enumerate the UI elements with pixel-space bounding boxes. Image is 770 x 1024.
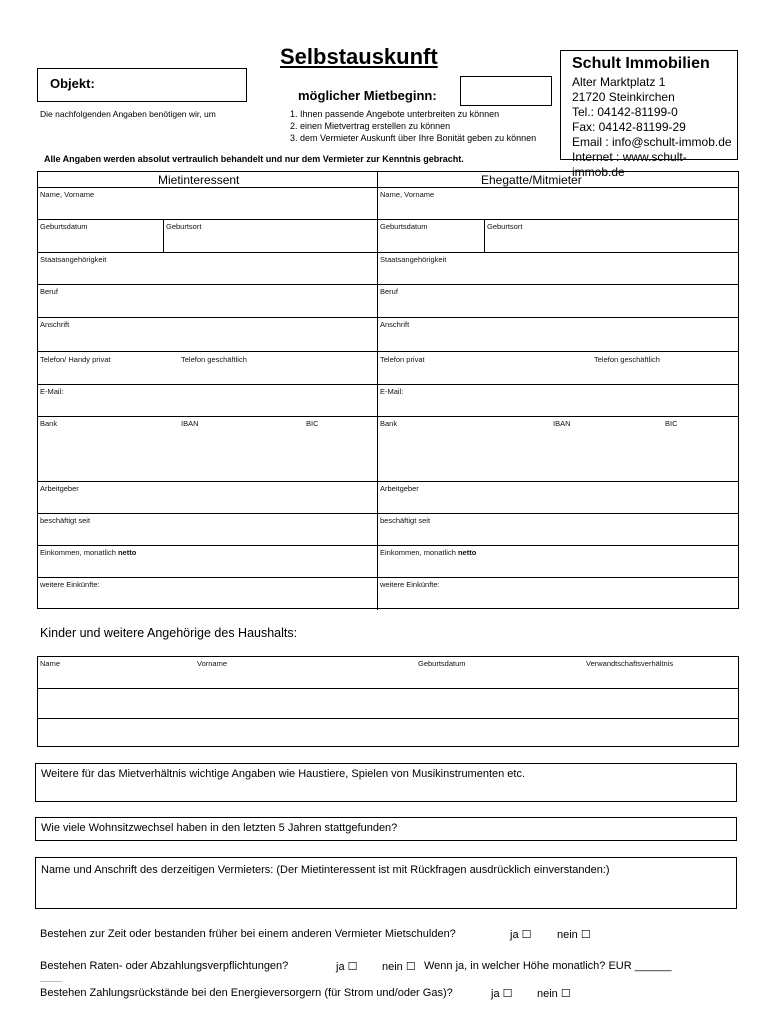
- label-geburtsort: Geburtsort: [166, 222, 202, 231]
- company-street: Alter Marktplatz 1: [572, 75, 666, 89]
- question-energie: Bestehen Zahlungsrückstände bei den Energieversorgern (für Strom und/oder Gas)?: [40, 987, 453, 999]
- mietschulden-nein-checkbox[interactable]: nein ☐: [557, 929, 591, 941]
- label-bic: BIC: [306, 419, 319, 428]
- weitere-angaben-field[interactable]: [35, 763, 737, 802]
- label-einkommen: Einkommen, monatlich netto: [380, 548, 477, 557]
- label-name: Name, Vorname: [40, 190, 95, 199]
- household-header-vorname: Vorname: [197, 659, 228, 668]
- label-bic: BIC: [665, 419, 678, 428]
- raten-nein-checkbox[interactable]: nein ☐: [382, 961, 416, 973]
- label-beruf: Beruf: [380, 287, 398, 296]
- column-header-partner: Ehegatte/Mitmieter: [481, 173, 582, 187]
- intro-text: Die nachfolgenden Angaben benötigen wir, um: [40, 109, 216, 119]
- label-geburtsdatum: Geburtsdatum: [40, 222, 88, 231]
- household-title: Kinder und weitere Angehörige des Haushalts:: [40, 626, 298, 640]
- objekt-label: Objekt:: [50, 76, 95, 91]
- company-email: Email : info@schult-immob.de: [572, 135, 732, 149]
- weitere-angaben-label: Weitere für das Mietverhältnis wichtige Angaben wie Haustiere, Spielen von Musikinstrumenten etc.: [41, 768, 526, 780]
- label-arbeitgeber: Arbeitgeber: [40, 484, 79, 493]
- label-arbeitgeber: Arbeitgeber: [380, 484, 419, 493]
- raten-continuation-line: _____: [40, 973, 63, 982]
- mietbeginn-label: möglicher Mietbeginn:: [298, 88, 437, 103]
- energie-ja-checkbox[interactable]: ja ☐: [491, 988, 513, 1000]
- label-email: E-Mail:: [40, 387, 64, 396]
- confidential-note: Alle Angaben werden absolut vertraulich behandelt und nur dem Vermieter zur Kenntnis gebracht.: [44, 154, 464, 164]
- raten-ja-checkbox[interactable]: ja ☐: [336, 961, 358, 973]
- energie-nein-checkbox[interactable]: nein ☐: [537, 988, 571, 1000]
- label-iban: IBAN: [553, 419, 571, 428]
- label-anschrift: Anschrift: [380, 320, 410, 329]
- label-weitere-einkuenfte: weitere Einkünfte:: [40, 580, 100, 589]
- company-name: Schult Immobilien: [572, 55, 710, 72]
- company-box: [560, 50, 738, 179]
- label-weitere-einkuenfte: weitere Einkünfte:: [380, 580, 440, 589]
- label-einkommen: Einkommen, monatlich netto: [40, 548, 137, 557]
- label-beschaeftigt-seit: beschäftigt seit: [380, 516, 431, 525]
- label-beschaeftigt-seit: beschäftigt seit: [40, 516, 91, 525]
- question-mietschulden-text: Bestehen zur Zeit oder bestanden früher bei einem anderen Vermieter Mietschulden?: [40, 928, 456, 940]
- page-title: Selbstauskunft: [280, 44, 438, 69]
- wohnsitzwechsel-field[interactable]: [35, 817, 737, 841]
- label-geburtsort: Geburtsort: [487, 222, 523, 231]
- household-header-geburtsdatum: Geburtsdatum: [418, 659, 466, 668]
- question-raten: Bestehen Raten- oder Abzahlungsverpflichtungen?: [40, 960, 289, 972]
- raten-followup[interactable]: Wenn ja, in welcher Höhe monatlich? EUR ______: [424, 960, 672, 972]
- column-header-applicant: Mietinteressent: [158, 173, 240, 187]
- vermieter-field[interactable]: [35, 857, 737, 909]
- label-name: Name, Vorname: [380, 190, 435, 199]
- label-telefon-geschaeftlich: Telefon geschäftlich: [181, 355, 247, 364]
- company-internet: Internet : www.schult-immob.de: [572, 150, 687, 179]
- company-fax: Fax: 04142-81199-29: [572, 120, 686, 134]
- label-bank: Bank: [40, 419, 58, 428]
- mietbeginn-field[interactable]: [460, 76, 552, 106]
- vermieter-label: Name und Anschrift des derzeitigen Vermieters: (Der Mietinteressent ist mit Rückfragen ausdrücklich einverstanden:): [41, 864, 610, 876]
- company-tel: Tel.: 04142-81199-0: [572, 105, 678, 119]
- household-table[interactable]: [37, 656, 739, 747]
- applicant-table: [37, 171, 739, 609]
- label-anschrift: Anschrift: [40, 320, 70, 329]
- label-telefon-privat: Telefon privat: [380, 355, 425, 364]
- label-staatsangehoerigkeit: Staatsangehörigkeit: [380, 255, 447, 264]
- label-telefon-geschaeftlich: Telefon geschäftlich: [594, 355, 660, 364]
- label-staatsangehoerigkeit: Staatsangehörigkeit: [40, 255, 107, 264]
- wohnsitzwechsel-label: Wie viele Wohnsitzwechsel haben in den letzten 5 Jahren stattgefunden?: [41, 822, 398, 834]
- company-city: 21720 Steinkirchen: [572, 90, 675, 104]
- label-geburtsdatum: Geburtsdatum: [380, 222, 428, 231]
- label-iban: IBAN: [181, 419, 199, 428]
- label-telefon-privat: Telefon/ Handy privat: [40, 355, 111, 364]
- label-bank: Bank: [380, 419, 398, 428]
- purpose-item: 3. dem Vermieter Auskunft über Ihre Bonität geben zu können: [290, 133, 537, 143]
- household-header-verwandtschaft: Verwandtschaftsverhältnis: [586, 659, 674, 668]
- household-header-name: Name: [40, 659, 61, 668]
- label-beruf: Beruf: [40, 287, 58, 296]
- purpose-item: 2. einen Mietvertrag erstellen zu können: [290, 121, 451, 131]
- purpose-list: [290, 108, 536, 144]
- question-mietschulden: [40, 928, 456, 940]
- label-email: E-Mail:: [380, 387, 404, 396]
- mietschulden-ja-checkbox[interactable]: ja ☐: [510, 929, 532, 941]
- objekt-field[interactable]: [37, 68, 247, 102]
- purpose-item: 1. Ihnen passende Angebote unterbreiten zu können: [290, 109, 500, 119]
